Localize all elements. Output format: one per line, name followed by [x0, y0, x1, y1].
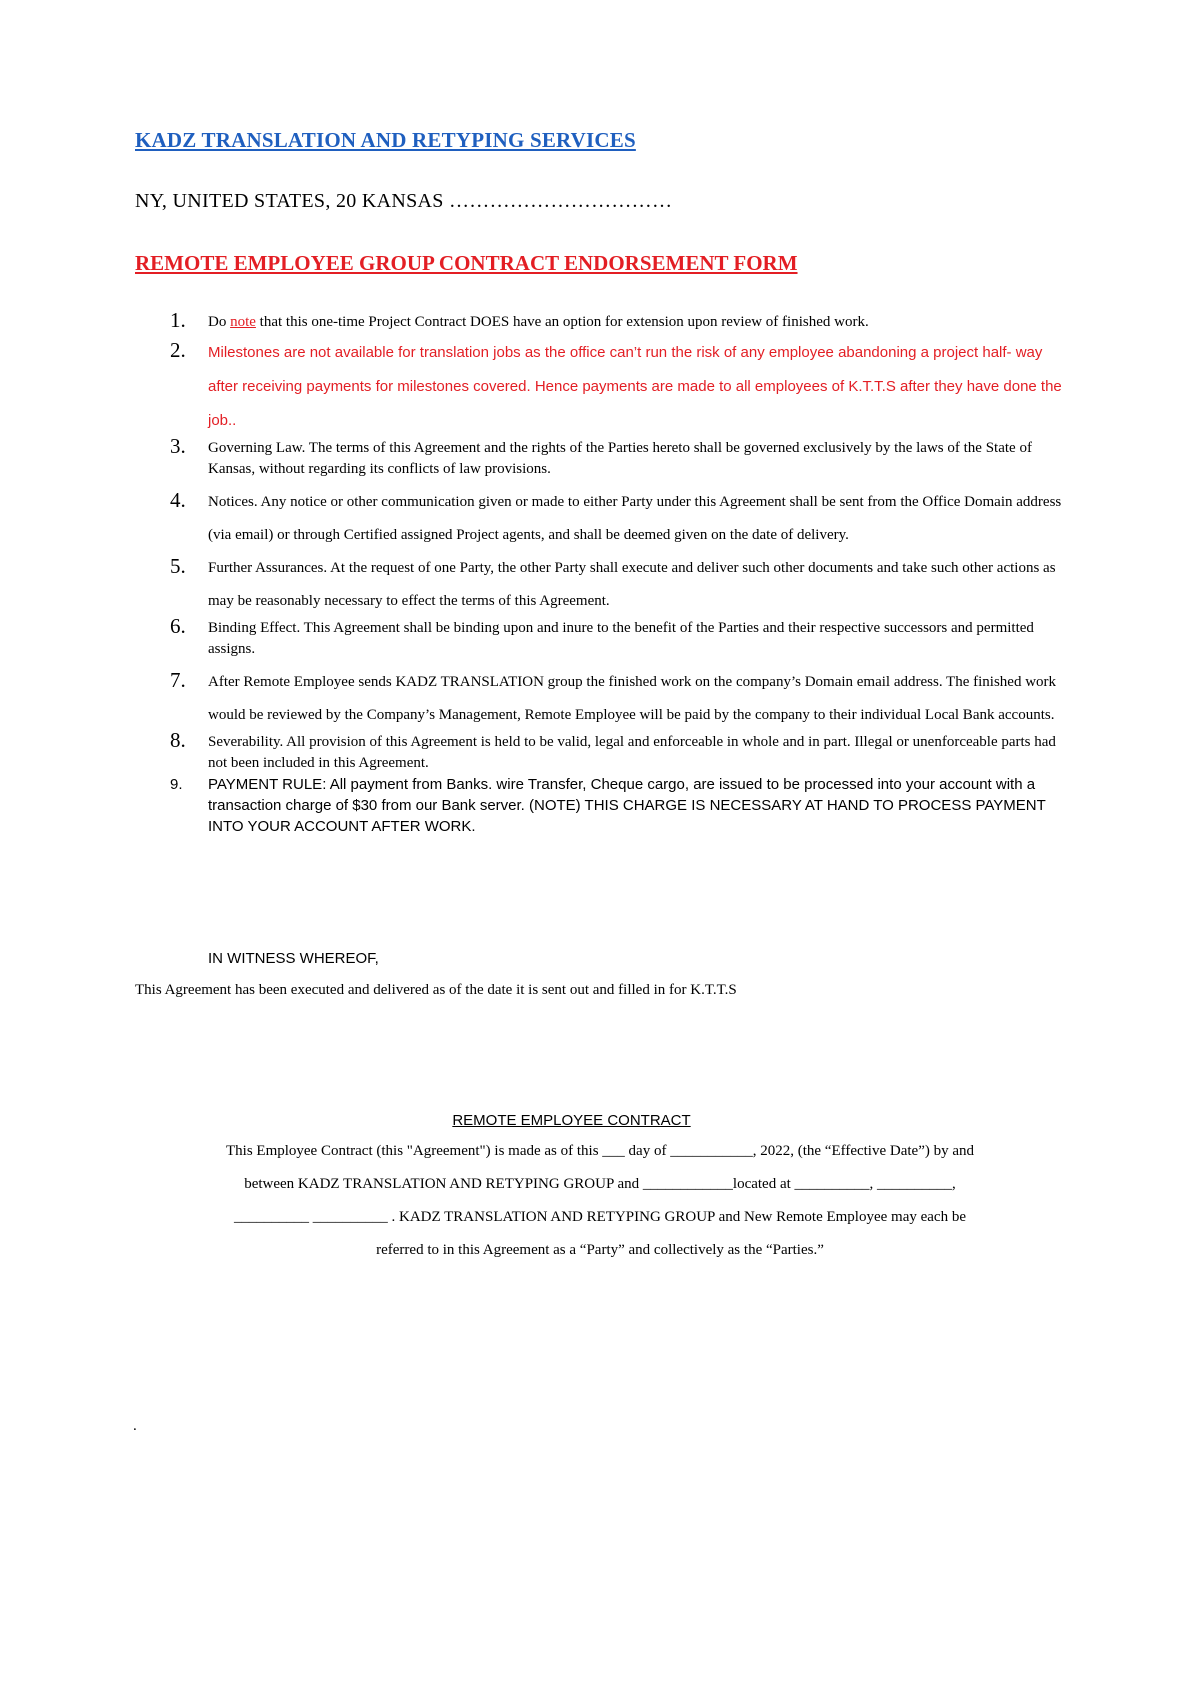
clause-8: [170, 728, 1070, 774]
contract-line: referred to in this Agreement as a “Party” and collectively as the “Parties.”: [376, 1242, 824, 1258]
clause-9: [170, 774, 1070, 837]
clause-text: that this one-time Project Contract DOES have an option for extension upon review of finished work.: [255, 314, 869, 330]
clause-4: [170, 486, 1070, 552]
company-title: KADZ TRANSLATION AND RETYPING SERVICES: [135, 128, 636, 152]
clause-number: 5.: [170, 554, 186, 578]
witness-heading: IN WITNESS WHEREOF,: [208, 950, 379, 967]
clause-text: Further Assurances. At the request of one Party, the other Party shall execute and deliver such other documents and take such other actions as may be reasonably necessary to effect the terms of this Agreement.: [208, 560, 1056, 609]
clause-7: [170, 666, 1070, 732]
note-highlight: note: [230, 314, 256, 330]
clause-6: [170, 614, 1070, 660]
witness-body: This Agreement has been executed and delivered as of the date it is sent out and filled in for K.T.T.S: [135, 982, 737, 998]
clause-number: 9.: [170, 776, 183, 793]
clause-1: [170, 308, 1070, 333]
clause-3: [170, 434, 1070, 480]
contract-title: REMOTE EMPLOYEE CONTRACT: [452, 1112, 691, 1129]
clause-5: [170, 552, 1070, 618]
form-title: REMOTE EMPLOYEE GROUP CONTRACT ENDORSEMENT FORM: [135, 251, 798, 275]
location-line: NY, UNITED STATES, 20 KANSAS ……………………………: [135, 190, 673, 212]
clause-2: [170, 336, 1070, 438]
clause-number: 2.: [170, 338, 186, 362]
clause-number: 3.: [170, 434, 186, 458]
contract-line: between KADZ TRANSLATION AND RETYPING GROUP and ____________located at __________, __________,: [244, 1176, 956, 1192]
clause-prefix: Do: [208, 314, 231, 330]
contract-line: __________ __________ . KADZ TRANSLATION AND RETYPING GROUP and New Remote Employee may each be: [234, 1209, 966, 1225]
clause-text: After Remote Employee sends KADZ TRANSLATION group the finished work on the company’s Domain email address. The finished work would be reviewed by the Company’s Management, Remote Employee will be paid by the company to their individual Local Bank accounts.: [208, 674, 1057, 723]
clause-text: Severability. All provision of this Agreement is held to be valid, legal and enforceable in whole and in part. Illegal or unenforceable parts had not been included in this Agreement.: [208, 734, 1056, 771]
clause-number: 8.: [170, 728, 186, 752]
clause-list: [170, 308, 1070, 837]
contract-line: This Employee Contract (this "Agreement") is made as of this ___ day of ___________, 2022, (the “Effective Date”) by and: [225, 1143, 975, 1159]
clause-number: 4.: [170, 488, 186, 512]
clause-text: Binding Effect. This Agreement shall be binding upon and inure to the benefit of the Parties and their respective successors and permitted assigns.: [208, 620, 1034, 657]
clause-text: Governing Law. The terms of this Agreement and the rights of the Parties hereto shall be governed exclusively by the laws of the State of Kansas, without regarding its conflicts of law provisions.: [208, 440, 1032, 477]
clause-text: Milestones are not available for translation jobs as the office can’t run the risk of any employee abandoning a project half- way after receiving payments for milestones covered. Hence payments are made to all employees of K.T.T.S after they have done the job..: [208, 344, 1062, 429]
clause-number: 1.: [170, 308, 186, 332]
clause-text: Notices. Any notice or other communication given or made to either Party under this Agreement shall be sent from the Office Domain address (via email) or through Certified assigned Project agents, and shall be deemed given on the date of delivery.: [208, 494, 1062, 543]
clause-number: 7.: [170, 668, 186, 692]
contract-body: [135, 1135, 1065, 1267]
footer-mark: .: [133, 1418, 137, 1434]
clause-number: 6.: [170, 614, 186, 638]
clause-text: PAYMENT RULE: All payment from Banks. wire Transfer, Cheque cargo, are issued to be processed into your account with a transaction charge of $30 from our Bank server. (NOTE) THIS CHARGE IS NECESSARY AT HAND TO PROCESS PAYMENT INTO YOUR ACCOUNT AFTER WORK.: [208, 776, 1046, 835]
